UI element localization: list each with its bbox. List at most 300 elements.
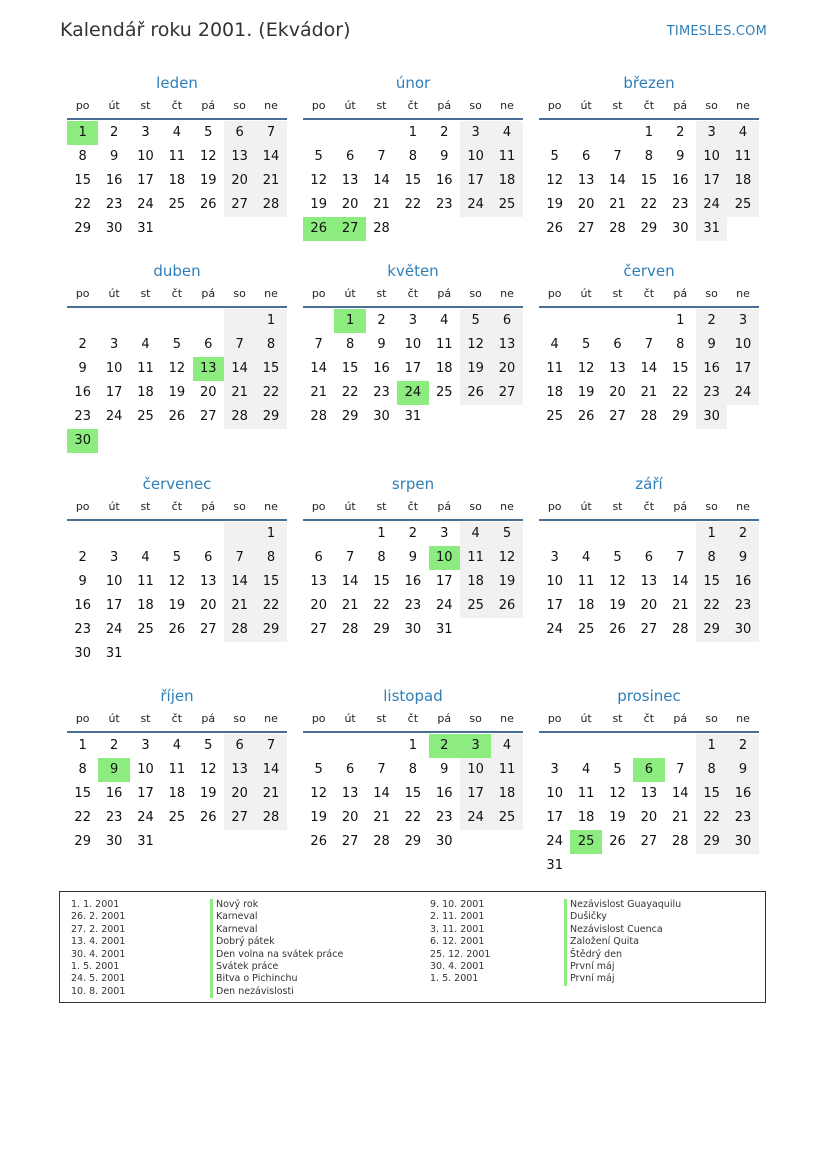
day-cell: 31 <box>546 858 563 873</box>
day-cell: 21 <box>224 594 255 618</box>
empty-cell <box>193 429 224 453</box>
empty-cell <box>460 217 491 241</box>
day-cell: 15 <box>341 361 359 376</box>
day-cell: 6 <box>644 550 653 565</box>
day-cell: 4 <box>172 738 181 753</box>
day-cell: 8 <box>255 546 286 570</box>
brand-link[interactable]: TIMESLES.COM <box>666 24 767 39</box>
day-cell: 16 <box>404 574 422 589</box>
empty-cell <box>334 522 365 546</box>
weekday-label: ne <box>500 500 514 513</box>
month-name: listopad <box>383 687 443 705</box>
day-cell: 11 <box>435 337 453 352</box>
weekday-label: st <box>140 99 151 112</box>
weekday-label: po <box>311 712 326 725</box>
empty-cell <box>224 642 255 666</box>
weekday-label: so <box>469 287 482 300</box>
day-cell: 11 <box>727 145 758 169</box>
day-cell: 17 <box>435 574 453 589</box>
empty-cell <box>727 405 758 429</box>
day-cell: 29 <box>74 834 91 849</box>
day-cell: 7 <box>377 149 386 164</box>
day-cell: 7 <box>314 337 323 352</box>
day-cell: 12 <box>199 149 217 164</box>
empty-cell <box>224 309 255 333</box>
day-cell: 14 <box>310 361 327 376</box>
empty-cell <box>303 309 334 333</box>
day-cell: 27 <box>310 622 327 637</box>
day-cell: 7 <box>644 337 653 352</box>
day-cell: 3 <box>440 526 449 541</box>
empty-cell <box>665 522 696 546</box>
holiday-day-cell: 24 <box>397 381 428 405</box>
weekday-label: čt <box>171 99 183 112</box>
empty-cell <box>193 522 224 546</box>
month-name: leden <box>156 74 198 92</box>
month-name: srpen <box>391 475 435 493</box>
day-cell: 13 <box>224 145 255 169</box>
day-cell: 28 <box>224 405 255 429</box>
day-cell: 9 <box>440 762 449 777</box>
day-cell: 3 <box>550 762 559 777</box>
day-cell: 28 <box>373 834 390 849</box>
weekday-label: ne <box>264 712 278 725</box>
empty-cell <box>224 217 255 241</box>
day-cell: 30 <box>696 405 727 429</box>
day-grid <box>67 121 287 241</box>
day-cell: 28 <box>671 834 689 849</box>
legend-holiday-name: Dušičky <box>564 911 681 923</box>
legend-date: 24. 5. 2001 <box>71 973 126 985</box>
day-cell: 19 <box>199 173 217 188</box>
day-cell: 18 <box>460 570 491 594</box>
month-srpen <box>303 473 523 642</box>
day-cell: 29 <box>373 622 390 637</box>
weekday-label: čt <box>171 287 183 300</box>
empty-cell <box>491 405 522 429</box>
day-cell: 29 <box>255 405 286 429</box>
day-cell: 29 <box>696 830 727 854</box>
day-cell: 19 <box>168 385 186 400</box>
day-cell: 17 <box>696 169 727 193</box>
day-cell: 20 <box>310 598 327 613</box>
empty-cell <box>539 121 570 145</box>
day-cell: 12 <box>460 333 491 357</box>
weekday-header <box>303 94 523 120</box>
day-cell: 7 <box>224 333 255 357</box>
day-cell: 1 <box>78 738 87 753</box>
day-cell: 3 <box>460 121 491 145</box>
day-cell: 24 <box>460 806 491 830</box>
day-cell: 8 <box>78 149 87 164</box>
empty-cell <box>460 830 491 854</box>
day-cell: 11 <box>137 574 154 589</box>
day-cell: 28 <box>341 622 359 637</box>
day-cell: 8 <box>345 337 355 352</box>
weekday-label: ne <box>736 712 750 725</box>
legend-date: 3. 11. 2001 <box>430 923 485 935</box>
month-name: prosinec <box>617 687 681 705</box>
day-cell: 19 <box>609 810 626 825</box>
day-cell: 26 <box>609 834 626 849</box>
day-cell: 27 <box>199 622 217 637</box>
day-cell: 12 <box>199 762 217 777</box>
day-cell: 25 <box>577 622 595 637</box>
day-cell: 28 <box>671 622 689 637</box>
weekday-label: út <box>580 712 592 725</box>
page-title: Kalendář roku 2001. (Ekvádor) <box>60 19 351 41</box>
day-cell: 23 <box>435 197 453 212</box>
day-cell: 15 <box>74 786 91 801</box>
empty-cell <box>429 217 460 241</box>
day-cell: 7 <box>377 762 386 777</box>
month-name: únor <box>395 74 431 92</box>
month-červen <box>539 260 759 429</box>
legend-holiday-name: Nezávislost Guayaquilu <box>564 899 681 911</box>
month-květen <box>303 260 523 429</box>
day-cell: 15 <box>640 173 658 188</box>
legend-date: 26. 2. 2001 <box>71 911 126 923</box>
day-cell: 1 <box>255 309 286 333</box>
day-cell: 21 <box>609 197 626 212</box>
day-cell: 23 <box>74 622 91 637</box>
day-cell: 19 <box>491 570 522 594</box>
day-cell: 4 <box>460 522 491 546</box>
weekday-label: út <box>580 287 592 300</box>
month-červenec <box>67 473 287 666</box>
day-cell: 25 <box>491 806 522 830</box>
day-cell: 25 <box>137 622 154 637</box>
legend-date: 30. 4. 2001 <box>71 948 126 960</box>
day-cell: 19 <box>310 810 327 825</box>
day-cell: 13 <box>199 574 217 589</box>
day-cell: 31 <box>137 834 154 849</box>
day-cell: 29 <box>341 409 359 424</box>
day-cell: 10 <box>696 145 727 169</box>
empty-cell <box>334 734 365 758</box>
day-cell: 4 <box>581 762 591 777</box>
empty-cell <box>130 522 161 546</box>
day-cell: 5 <box>204 738 213 753</box>
day-grid <box>539 121 759 241</box>
day-cell: 7 <box>676 550 685 565</box>
day-cell: 4 <box>491 734 522 758</box>
day-cell: 9 <box>408 550 417 565</box>
empty-cell <box>727 854 758 878</box>
day-cell: 5 <box>460 309 491 333</box>
day-cell: 30 <box>435 834 453 849</box>
weekday-label: čt <box>643 500 655 513</box>
day-cell: 6 <box>581 149 591 164</box>
day-cell: 24 <box>546 834 563 849</box>
weekday-label: so <box>469 712 482 725</box>
day-cell: 30 <box>404 622 422 637</box>
day-cell: 25 <box>727 193 758 217</box>
day-cell: 15 <box>373 574 390 589</box>
empty-cell <box>665 854 696 878</box>
day-cell: 4 <box>581 550 591 565</box>
empty-cell <box>255 429 286 453</box>
empty-cell <box>460 405 491 429</box>
weekday-header <box>539 282 759 308</box>
weekday-label: ne <box>500 99 514 112</box>
day-cell: 19 <box>609 598 626 613</box>
weekday-label: ne <box>736 287 750 300</box>
day-cell: 28 <box>255 806 286 830</box>
day-cell: 20 <box>577 197 595 212</box>
day-cell: 12 <box>310 173 327 188</box>
empty-cell <box>98 429 129 453</box>
day-cell: 9 <box>377 337 386 352</box>
day-cell: 5 <box>613 762 622 777</box>
day-cell: 24 <box>137 810 154 825</box>
empty-cell <box>130 642 161 666</box>
day-cell: 1 <box>377 526 386 541</box>
day-cell: 11 <box>546 361 563 376</box>
weekday-label: pá <box>201 287 216 300</box>
day-cell: 27 <box>640 834 658 849</box>
holiday-day-cell: 9 <box>98 758 129 782</box>
holiday-day-cell: 1 <box>334 309 365 333</box>
weekday-label: ne <box>264 500 278 513</box>
day-cell: 25 <box>137 409 154 424</box>
day-cell: 4 <box>440 313 449 328</box>
legend-date: 1. 5. 2001 <box>71 960 120 972</box>
day-cell: 15 <box>255 357 286 381</box>
day-grid <box>539 309 759 429</box>
day-cell: 30 <box>373 409 390 424</box>
weekday-label: pá <box>201 500 216 513</box>
weekday-label: pá <box>437 99 452 112</box>
legend-holiday-name: Den nezávislosti <box>210 986 343 998</box>
day-cell: 21 <box>341 598 359 613</box>
empty-cell <box>633 522 664 546</box>
day-cell: 15 <box>404 786 422 801</box>
day-cell: 26 <box>199 810 217 825</box>
day-cell: 30 <box>727 618 758 642</box>
empty-cell <box>570 522 601 546</box>
day-cell: 14 <box>609 173 626 188</box>
weekday-label: so <box>233 287 246 300</box>
day-cell: 11 <box>460 546 491 570</box>
day-cell: 17 <box>546 810 563 825</box>
day-cell: 8 <box>377 550 386 565</box>
day-cell: 2 <box>440 125 449 140</box>
day-cell: 16 <box>727 782 758 806</box>
weekday-label: po <box>75 712 90 725</box>
weekday-label: so <box>469 99 482 112</box>
day-cell: 16 <box>671 173 689 188</box>
day-cell: 27 <box>609 409 626 424</box>
day-cell: 11 <box>577 786 595 801</box>
empty-cell <box>602 121 633 145</box>
weekday-label: po <box>75 500 90 513</box>
day-cell: 20 <box>199 598 217 613</box>
day-cell: 29 <box>696 618 727 642</box>
empty-cell <box>193 309 224 333</box>
day-cell: 7 <box>345 550 355 565</box>
day-cell: 21 <box>255 782 286 806</box>
legend-date: 30. 4. 2001 <box>430 960 485 972</box>
weekday-label: so <box>233 99 246 112</box>
weekday-label: st <box>612 287 623 300</box>
day-cell: 22 <box>404 197 422 212</box>
day-cell: 13 <box>310 574 327 589</box>
holiday-day-cell: 30 <box>67 429 98 453</box>
empty-cell <box>303 121 334 145</box>
day-cell: 14 <box>640 361 658 376</box>
weekday-label: čt <box>407 287 419 300</box>
empty-cell <box>161 309 192 333</box>
day-cell: 13 <box>341 786 359 801</box>
day-cell: 18 <box>435 361 453 376</box>
day-cell: 5 <box>613 550 622 565</box>
day-cell: 23 <box>74 409 91 424</box>
month-listopad <box>303 685 523 854</box>
day-cell: 24 <box>460 193 491 217</box>
day-cell: 12 <box>168 574 186 589</box>
day-cell: 16 <box>105 173 123 188</box>
day-cell: 2 <box>696 309 727 333</box>
day-cell: 22 <box>74 810 91 825</box>
day-cell: 20 <box>609 385 626 400</box>
day-cell: 10 <box>727 333 758 357</box>
empty-cell <box>161 217 192 241</box>
day-cell: 17 <box>404 361 422 376</box>
day-cell: 21 <box>671 598 689 613</box>
day-cell: 2 <box>377 313 386 328</box>
legend-date: 9. 10. 2001 <box>430 899 485 910</box>
day-cell: 11 <box>491 145 522 169</box>
weekday-label: st <box>376 99 387 112</box>
empty-cell <box>161 429 192 453</box>
day-cell: 17 <box>137 173 154 188</box>
month-name: říjen <box>160 687 194 705</box>
weekday-label: čt <box>643 712 655 725</box>
empty-cell <box>633 309 664 333</box>
legend-names <box>210 899 343 998</box>
legend-date: 1. 1. 2001 <box>71 899 120 910</box>
day-cell: 20 <box>224 782 255 806</box>
weekday-label: ne <box>736 99 750 112</box>
day-cell: 30 <box>74 646 91 661</box>
holiday-day-cell: 25 <box>570 830 601 854</box>
legend-dates <box>71 899 125 998</box>
empty-cell <box>193 217 224 241</box>
day-cell: 8 <box>676 337 685 352</box>
day-cell: 4 <box>172 125 181 140</box>
day-cell: 28 <box>255 193 286 217</box>
day-cell: 9 <box>78 361 87 376</box>
weekday-header <box>303 707 523 733</box>
day-cell: 6 <box>491 309 522 333</box>
day-cell: 18 <box>727 169 758 193</box>
day-cell: 5 <box>172 337 181 352</box>
month-únor <box>303 72 523 241</box>
empty-cell <box>570 854 601 878</box>
day-cell: 23 <box>727 594 758 618</box>
day-cell: 5 <box>581 337 591 352</box>
weekday-label: so <box>705 500 718 513</box>
day-cell: 20 <box>640 598 658 613</box>
legend-date: 1. 5. 2001 <box>430 973 479 985</box>
day-cell: 1 <box>408 125 417 140</box>
day-cell: 8 <box>644 149 653 164</box>
weekday-header <box>539 707 759 733</box>
day-cell: 19 <box>460 357 491 381</box>
weekday-label: út <box>344 287 356 300</box>
day-cell: 27 <box>224 806 255 830</box>
day-cell: 26 <box>199 197 217 212</box>
empty-cell <box>602 309 633 333</box>
empty-cell <box>539 522 570 546</box>
day-cell: 23 <box>404 598 422 613</box>
empty-cell <box>130 429 161 453</box>
day-cell: 6 <box>345 149 355 164</box>
day-cell: 23 <box>105 197 123 212</box>
day-cell: 17 <box>460 782 491 806</box>
weekday-label: st <box>140 287 151 300</box>
day-cell: 27 <box>224 193 255 217</box>
day-cell: 3 <box>727 309 758 333</box>
month-name: květen <box>387 262 439 280</box>
month-září <box>539 473 759 642</box>
day-cell: 5 <box>204 125 213 140</box>
day-cell: 16 <box>435 786 453 801</box>
day-cell: 10 <box>105 361 123 376</box>
day-cell: 26 <box>168 409 186 424</box>
weekday-label: po <box>311 500 326 513</box>
day-cell: 24 <box>546 622 563 637</box>
day-cell: 1 <box>696 734 727 758</box>
empty-cell <box>193 830 224 854</box>
legend-date: 13. 4. 2001 <box>71 936 126 948</box>
month-name: červen <box>623 262 675 280</box>
day-cell: 24 <box>137 197 154 212</box>
weekday-label: čt <box>407 99 419 112</box>
day-cell: 7 <box>613 149 622 164</box>
weekday-label: čt <box>407 712 419 725</box>
holiday-day-cell: 10 <box>429 546 460 570</box>
day-cell: 3 <box>408 313 417 328</box>
empty-cell <box>429 405 460 429</box>
day-cell: 18 <box>491 782 522 806</box>
day-cell: 16 <box>105 786 123 801</box>
empty-cell <box>161 522 192 546</box>
day-cell: 24 <box>435 598 453 613</box>
day-cell: 14 <box>255 145 286 169</box>
empty-cell <box>255 830 286 854</box>
day-cell: 5 <box>314 762 323 777</box>
day-cell: 11 <box>168 149 186 164</box>
day-cell: 18 <box>137 385 154 400</box>
month-name: červenec <box>142 475 212 493</box>
weekday-header <box>67 707 287 733</box>
day-cell: 23 <box>671 197 689 212</box>
month-name: duben <box>153 262 201 280</box>
day-cell: 14 <box>224 570 255 594</box>
month-name: březen <box>623 74 675 92</box>
day-grid <box>67 734 287 854</box>
empty-cell <box>334 121 365 145</box>
empty-cell <box>366 121 397 145</box>
day-cell: 6 <box>204 550 213 565</box>
day-cell: 21 <box>671 810 689 825</box>
day-cell: 27 <box>491 381 522 405</box>
day-cell: 13 <box>609 361 626 376</box>
day-cell: 16 <box>435 173 453 188</box>
day-cell: 5 <box>491 522 522 546</box>
